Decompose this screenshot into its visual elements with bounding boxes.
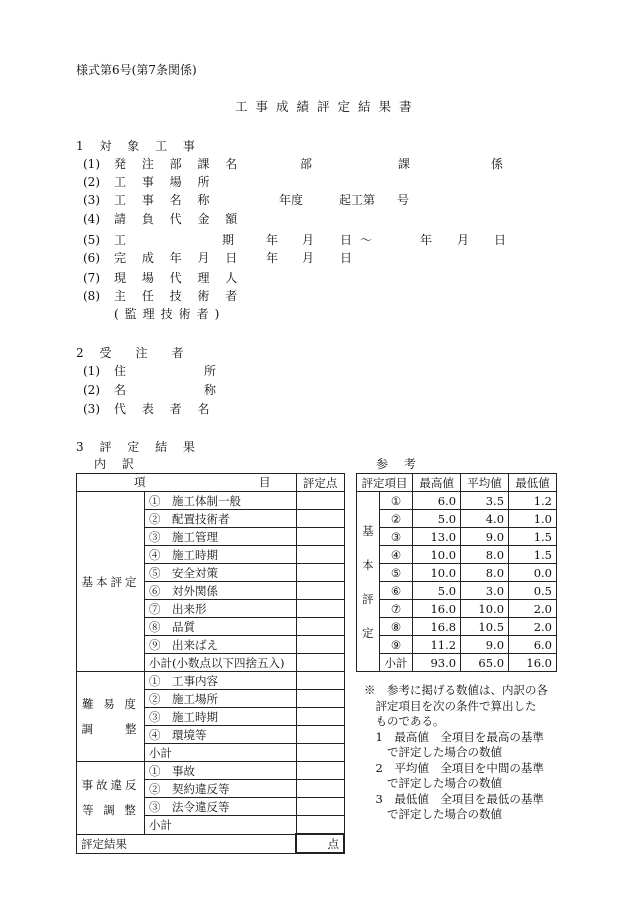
ref-total-max: 93.0 bbox=[413, 654, 461, 672]
ref-num: ③ bbox=[379, 528, 412, 546]
ref-avg: 8.0 bbox=[461, 546, 509, 564]
period-start-month: 月 bbox=[302, 233, 315, 247]
ref-min: 1.5 bbox=[509, 528, 557, 546]
kihon-item: ⑧ 品質 bbox=[144, 618, 296, 636]
ref-avg: 3.0 bbox=[461, 582, 509, 600]
point-cell[interactable] bbox=[296, 492, 344, 510]
result-label: 評定結果 bbox=[77, 834, 297, 853]
note-line: 評定項目を次の条件で算出した bbox=[364, 698, 537, 713]
nanido-item: ④ 環境等 bbox=[144, 726, 296, 744]
ref-avg: 10.5 bbox=[461, 618, 509, 636]
sec1-row-label: 主 任 技 術 者 bbox=[114, 289, 244, 303]
note-line: ものである。 bbox=[364, 714, 445, 728]
nanido-label: 難 易 度 調 整 bbox=[77, 672, 145, 762]
sec1-row-label: 工 期 bbox=[114, 233, 241, 247]
kihon-label: 基本評定 bbox=[77, 492, 145, 672]
ref-avg: 9.0 bbox=[461, 636, 509, 654]
ref-row bbox=[357, 546, 557, 564]
note-line: で評定した場合の数値 bbox=[364, 807, 502, 821]
ref-max: 5.0 bbox=[413, 510, 461, 528]
note-line: で評定した場合の数値 bbox=[364, 776, 502, 790]
ref-avg: 10.0 bbox=[461, 600, 509, 618]
note-line: ※ 参考に掲げる数値は、内訳の各 bbox=[364, 683, 548, 697]
jiko-item: ③ 法令違反等 bbox=[144, 798, 296, 816]
point-cell[interactable] bbox=[296, 636, 344, 654]
sec2-row-num: (2) bbox=[83, 383, 100, 397]
period-end-month: 月 bbox=[457, 233, 470, 247]
period-tilde: ～ bbox=[360, 233, 373, 247]
ref-row bbox=[357, 564, 557, 582]
sanko-label: 参 考 bbox=[376, 457, 422, 471]
ref-num: ⑥ bbox=[379, 582, 412, 600]
ref-min: 2.0 bbox=[509, 600, 557, 618]
sec1-row-label: 完 成 年 月 日 bbox=[114, 251, 244, 265]
section-3-heading: 3 評 定 結 果 bbox=[76, 440, 201, 454]
ref-header: 評定項目 bbox=[357, 474, 413, 492]
reference-table bbox=[356, 473, 557, 672]
kihon-item: ⑤ 安全対策 bbox=[144, 564, 296, 582]
sec1-row-label: 工 事 名 称 bbox=[114, 193, 216, 207]
ref-row bbox=[357, 528, 557, 546]
ref-max: 16.0 bbox=[413, 600, 461, 618]
point-cell[interactable] bbox=[296, 726, 344, 744]
note-line: で評定した場合の数値 bbox=[364, 745, 502, 759]
table-header-row bbox=[77, 474, 345, 492]
ref-num: ⑧ bbox=[379, 618, 412, 636]
reference-notes bbox=[364, 683, 548, 823]
point-cell[interactable] bbox=[296, 816, 344, 835]
ref-total-label: 小計 bbox=[379, 654, 412, 672]
sec2-row-label: 住 所 bbox=[114, 364, 223, 378]
ref-avg: 8.0 bbox=[461, 564, 509, 582]
point-cell[interactable] bbox=[296, 690, 344, 708]
completion-day: 日 bbox=[340, 251, 353, 265]
kihon-subtotal: 小計(小数点以下四捨五入) bbox=[144, 654, 296, 672]
sec2-row-num: (1) bbox=[83, 364, 100, 378]
ref-min: 2.0 bbox=[509, 618, 557, 636]
ka-label: 課 bbox=[398, 157, 411, 171]
ref-max: 16.8 bbox=[413, 618, 461, 636]
ref-row bbox=[357, 618, 557, 636]
completion-year: 年 bbox=[266, 251, 279, 265]
ref-avg: 9.0 bbox=[461, 528, 509, 546]
breakdown-table bbox=[76, 473, 345, 854]
ref-header: 最高値 bbox=[413, 474, 461, 492]
ref-row bbox=[357, 636, 557, 654]
ref-row bbox=[357, 510, 557, 528]
sec1-row-label: 発 注 部 課 名 bbox=[114, 157, 244, 171]
sec1-row-num: (2) bbox=[83, 175, 100, 189]
note-line: 1 最高値 全項目を最高の基準 bbox=[364, 729, 544, 744]
ref-min: 0.0 bbox=[509, 564, 557, 582]
ref-num: ⑨ bbox=[379, 636, 412, 654]
ref-row bbox=[357, 582, 557, 600]
sec1-row-num: (7) bbox=[83, 271, 100, 285]
ref-max: 10.0 bbox=[413, 546, 461, 564]
point-cell[interactable] bbox=[296, 798, 344, 816]
point-cell[interactable] bbox=[296, 672, 344, 690]
table-row bbox=[77, 492, 345, 510]
ref-max: 13.0 bbox=[413, 528, 461, 546]
result-point-cell[interactable]: 点 bbox=[296, 834, 344, 853]
point-cell[interactable] bbox=[296, 528, 344, 546]
period-end-year: 年 bbox=[420, 233, 433, 247]
sec2-row-label: 代 表 者 名 bbox=[114, 402, 216, 416]
ref-num: ⑤ bbox=[379, 564, 412, 582]
ref-row bbox=[357, 492, 557, 510]
kihon-item: ④ 施工時期 bbox=[144, 546, 296, 564]
kihon-item: ⑨ 出来ばえ bbox=[144, 636, 296, 654]
ref-min: 6.0 bbox=[509, 636, 557, 654]
gou-label: 号 bbox=[397, 193, 410, 207]
kihon-item: ③ 施工管理 bbox=[144, 528, 296, 546]
note-line: 2 平均値 全項目を中間の基準 bbox=[364, 760, 544, 775]
kihon-item: ① 施工体制一般 bbox=[144, 492, 296, 510]
point-cell[interactable] bbox=[296, 708, 344, 726]
ref-num: ① bbox=[379, 492, 412, 510]
bu-label: 部 bbox=[300, 157, 313, 171]
nanido-subtotal: 小計 bbox=[144, 744, 296, 762]
result-row bbox=[77, 834, 345, 853]
note-line: 3 最低値 全項目を最低の基準 bbox=[364, 791, 544, 806]
ref-max: 10.0 bbox=[413, 564, 461, 582]
ref-num: ④ bbox=[379, 546, 412, 564]
ref-max: 6.0 bbox=[413, 492, 461, 510]
nanido-item: ③ 施工時期 bbox=[144, 708, 296, 726]
ref-side-label: 基 本 評 定 bbox=[357, 492, 380, 672]
section-2-heading: 2 受 注 者 bbox=[76, 346, 190, 360]
kakari-label: 係 bbox=[491, 157, 504, 171]
kihon-item: ② 配置技術者 bbox=[144, 510, 296, 528]
ref-num: ② bbox=[379, 510, 412, 528]
uchiwake-label: 内 訳 bbox=[94, 457, 140, 471]
ref-min: 1.5 bbox=[509, 546, 557, 564]
point-cell[interactable] bbox=[296, 762, 344, 780]
sec1-row-num: (8) bbox=[83, 289, 100, 303]
completion-month: 月 bbox=[302, 251, 315, 265]
period-start-day: 日 bbox=[340, 233, 353, 247]
sec1-row-label: 請 負 代 金 額 bbox=[114, 212, 244, 226]
ref-num: ⑦ bbox=[379, 600, 412, 618]
sec1-row-num: (6) bbox=[83, 251, 100, 265]
point-cell[interactable] bbox=[296, 510, 344, 528]
point-cell[interactable] bbox=[296, 600, 344, 618]
form-number: 様式第6号(第7条関係) bbox=[76, 63, 197, 77]
ref-header: 平均値 bbox=[461, 474, 509, 492]
sec1-row-num: (3) bbox=[83, 193, 100, 207]
kihon-item: ⑦ 出来形 bbox=[144, 600, 296, 618]
sec2-row-label: 名 称 bbox=[114, 383, 223, 397]
ref-total-row bbox=[357, 654, 557, 672]
ref-avg: 3.5 bbox=[461, 492, 509, 510]
nendo-label: 年度 bbox=[279, 193, 304, 207]
ref-total-min: 16.0 bbox=[509, 654, 557, 672]
header-point: 評定点 bbox=[296, 474, 344, 492]
ref-total-avg: 65.0 bbox=[461, 654, 509, 672]
point-cell[interactable] bbox=[296, 780, 344, 798]
nanido-item: ② 施工場所 bbox=[144, 690, 296, 708]
point-cell[interactable] bbox=[296, 744, 344, 762]
ref-avg: 4.0 bbox=[461, 510, 509, 528]
table-row bbox=[77, 672, 345, 690]
header-moku: 目 bbox=[259, 475, 271, 489]
ref-max: 5.0 bbox=[413, 582, 461, 600]
period-end-day: 日 bbox=[494, 233, 507, 247]
sec1-row-num: (1) bbox=[83, 157, 100, 171]
nanido-item: ① 工事内容 bbox=[144, 672, 296, 690]
document-title: 工事成績評定結果書 bbox=[235, 99, 420, 114]
sec1-row-label: 工 事 場 所 bbox=[114, 175, 216, 189]
ref-header-row bbox=[357, 474, 557, 492]
ref-row bbox=[357, 600, 557, 618]
jiko-item: ② 契約違反等 bbox=[144, 780, 296, 798]
sec2-row-num: (3) bbox=[83, 402, 100, 416]
point-cell[interactable] bbox=[296, 654, 344, 672]
sec1-row-label: 現 場 代 理 人 bbox=[114, 271, 244, 285]
sec1-row-num: (5) bbox=[83, 233, 100, 247]
point-cell[interactable] bbox=[296, 618, 344, 636]
section-1-heading: 1 対 象 工 事 bbox=[76, 139, 201, 153]
ref-max: 11.2 bbox=[413, 636, 461, 654]
table-row bbox=[77, 762, 345, 780]
jiko-subtotal: 小計 bbox=[144, 816, 296, 835]
ref-min: 0.5 bbox=[509, 582, 557, 600]
point-cell[interactable] bbox=[296, 546, 344, 564]
ref-min: 1.2 bbox=[509, 492, 557, 510]
jiko-label: 事故違反 等 調 整 bbox=[77, 762, 145, 835]
jiko-item: ① 事故 bbox=[144, 762, 296, 780]
point-cell[interactable] bbox=[296, 582, 344, 600]
kihon-item: ⑥ 対外関係 bbox=[144, 582, 296, 600]
point-cell[interactable] bbox=[296, 564, 344, 582]
ref-header: 最低値 bbox=[509, 474, 557, 492]
kikou-label: 起工第 bbox=[339, 193, 376, 207]
period-start-year: 年 bbox=[266, 233, 279, 247]
kanri-gijutsusha: (監理技術者) bbox=[114, 307, 226, 321]
sec1-row-num: (4) bbox=[83, 212, 100, 226]
header-kou: 項 bbox=[134, 475, 146, 489]
ref-min: 1.0 bbox=[509, 510, 557, 528]
